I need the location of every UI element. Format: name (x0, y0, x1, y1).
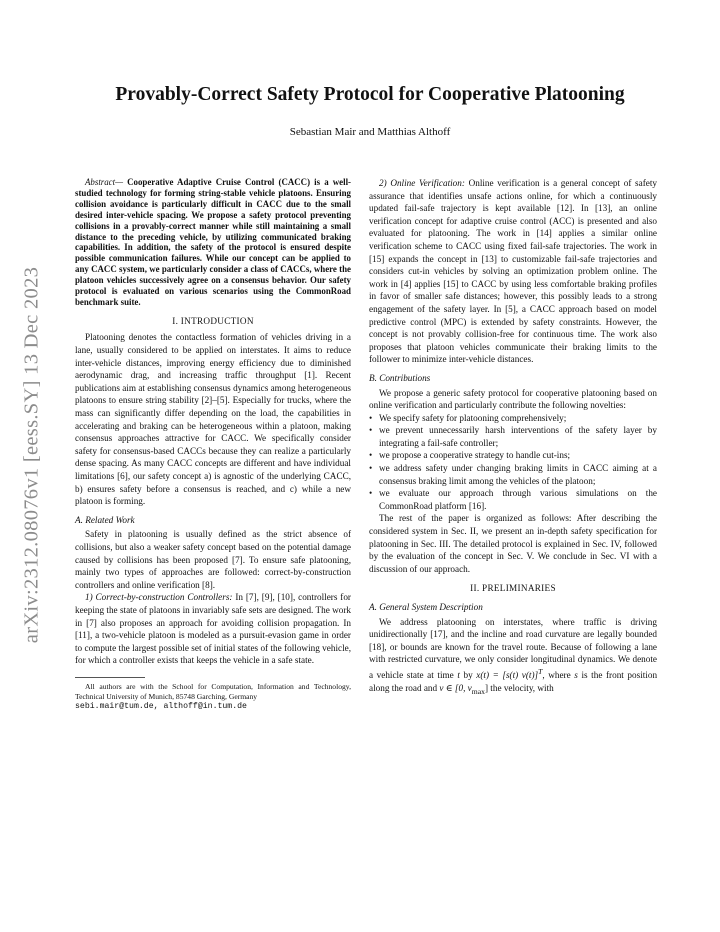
prelim-text-b: by (463, 670, 473, 681)
ov-heading: 2) Online Verification: (379, 178, 465, 188)
prelim-text-a: We address platooning on interstates, where traffic is driving unidirectionally [17], and the incline and road curvature are legally bounded [18], or bounds are known for the travel route. Because of following a lane with restricted curvature, we only consider longitudinal dynamics. We denote a vehicle state at time (369, 616, 657, 681)
list-item: • we propose a cooperative strategy to handle cut-ins; (379, 449, 657, 462)
general-system-paragraph (369, 616, 657, 698)
math-transpose: T (538, 666, 543, 676)
abstract-lead: Abstract— (85, 177, 123, 187)
contributions-list (369, 412, 657, 513)
prelim-text-c: , where (542, 670, 571, 681)
subsection-heading-contributions: B. Contributions (369, 372, 431, 383)
cbc-text: In [7], [9], [10], controllers for keeping the state of platoons in invariably safe sets are designed. The work in [7] also proposes an approach for avoiding collision propagation. In [11], a two-vehicle platoon is modeled as a pursuit-evasion game in order to compute the largest possible set of initial states of the following vehicle, for which a controller exists that keeps the vehicle in a safe state. (75, 592, 351, 666)
math-var-s: s (574, 670, 578, 681)
footnote-emails: sebi.mair@tum.de, althoff@in.tum.de (75, 702, 247, 712)
math-state-expr: x(t) = [s(t) v(t)] (476, 670, 539, 681)
paper-title: Provably-Correct Safety Protocol for Cooperative Platooning (115, 84, 625, 105)
cbc-heading: 1) Correct-by-construction Controllers: (85, 592, 233, 603)
list-item: • we prevent unnecessarily harsh interventions of the safety layer by integrating a fail-safe controller; (379, 424, 657, 449)
subsection-heading-related-work: A. Related Work (75, 514, 135, 525)
related-work-paragraph: Safety in platooning is usually defined as the strict absence of collisions, but also a weaker safety concept based on the potential damage caused by collisions has been proposed [7]. To ensure safe platooning, mainly two types of approaches are followed: correct-by-construction controllers and online verification [8]. (75, 529, 351, 590)
section-heading-preliminaries: II. PRELIMINARIES (470, 583, 556, 594)
arxiv-id[interactable]: arXiv:2312.08076v1 [eess.SY] 13 Dec 2023 (20, 266, 43, 644)
math-var-t: t (457, 670, 460, 681)
abstract (75, 177, 351, 308)
math-vmax-sub: max (471, 686, 485, 696)
right-column (369, 177, 657, 698)
subsection-heading-general-system: A. General System Description (369, 602, 483, 612)
contributions-outro: The rest of the paper is organized as follows: After describing the considered system in Sec. II, we present an in-depth safety specification for platooning in Sec. III. The detailed protocol is explained in Sec. IV, followed by the evaluation of the concept in Sec. V. We conclude in Sec. VI with a discussion of our approach. (369, 513, 657, 574)
footnote (75, 682, 351, 712)
list-item: • We specify safety for platooning comprehensively; (379, 412, 657, 425)
list-item: • we address safety under changing braking limits in CACC aiming at a consensus braking limit among the vehicles of the platoon; (379, 462, 657, 487)
correct-by-construction-paragraph (75, 591, 351, 667)
arxiv-stamp (8, 240, 56, 670)
online-verification-paragraph (369, 177, 657, 366)
ov-text: Online verification is a general concept of safety assurance that identifies unsafe actions online, for which a continuously updated fail-safe trajectory is kept available [12]. In [13], an online verification concept for adaptive cruise control (ACC) is presented and also evaluated for platooning. The work in [14] applies a similar online verification scheme to CACC using fixed fail-safe trajectories. The work in [15] expands the concept in [13] to customizable fail-safe trajectories and considers cut-in vehicles by solving an optimization problem online. The work in [4] applies [15] to CACC by using less comfortable braking profiles in favor of smaller safe distances; however, this possibly leads to a strong engagement of the safety layer. In [5], a CACC approach based on model predictive control (MPC) is extended by safety constraints. However, the concept is not provably collision-free for continuous time. The work also proposes that platoon vehicles communicate their braking limits to the follower to minimize inter-vehicle distances. (369, 178, 657, 365)
contributions-intro: We propose a generic safety protocol for cooperative platooning based on online verification and particularly contribute the following novelties: (369, 387, 657, 411)
math-var-v: v ∈ [0, v (439, 682, 472, 693)
intro-paragraph: Platooning denotes the contactless formation of vehicles driving in a lane, usually considered to be applied on interstates. It aims to reduce inter-vehicle distances, improving energy efficiency due to diminished aerodynamic drag, and increasing traffic throughput [1]. Recent publications aim at establishing consensus dynamics among heterogeneous platoons to ensure string stability [2]–[5]. Especially for trucks, where the mass can significantly differ depending on the load, the capabilities in accelerating and braking can be heterogeneous within a platoon, making consensus approaches attractive for CACC. We specifically consider safety for consensus-based CACCs because they can realize a particularly dense spacing. As many CACC concepts are different and have individual limitations [6], our safety concept a) is agnostic of the underlying CACC, b) ensures safety before a consensus is reached, and c) while a new platoon is forming. (75, 332, 351, 507)
list-item: • we evaluate our approach through various simulations on the CommonRoad platform [16]. (379, 487, 657, 512)
prelim-text-e: ] the velocity, with (484, 682, 554, 693)
footnote-text: All authors are with the School for Computation, Information and Technology, Technical University of Munich, 85748 Garching, Germany (75, 681, 351, 701)
left-column (75, 177, 351, 712)
section-heading-introduction: I. INTRODUCTION (172, 315, 254, 326)
footnote-rule (75, 677, 145, 678)
paper-authors: Sebastian Mair and Matthias Althoff (289, 126, 451, 138)
prelim-text-d: is the front position along the road and (369, 670, 658, 693)
abstract-text: Cooperative Adaptive Cruise Control (CACC) is a well-studied technology for forming string-stable vehicle platoons. Ensuring collision avoidance is particularly difficult in CACC due to the small desired inter-vehicle spacing. We propose a safety protocol preventing collisions in a provably-correct manner while still maintaining a small distance to the preceding vehicle, by utilizing communicated braking capabilities. In addition, the safety of the protocol is ensured despite possible communication failures. While our concept can be applied to any CACC system, we particularly consider a class of CACCs, where the platoon vehicles successively agree on a consensus behavior. Our safety protocol is evaluated on various scenarios using the CommonRoad benchmark suite. (75, 177, 351, 307)
